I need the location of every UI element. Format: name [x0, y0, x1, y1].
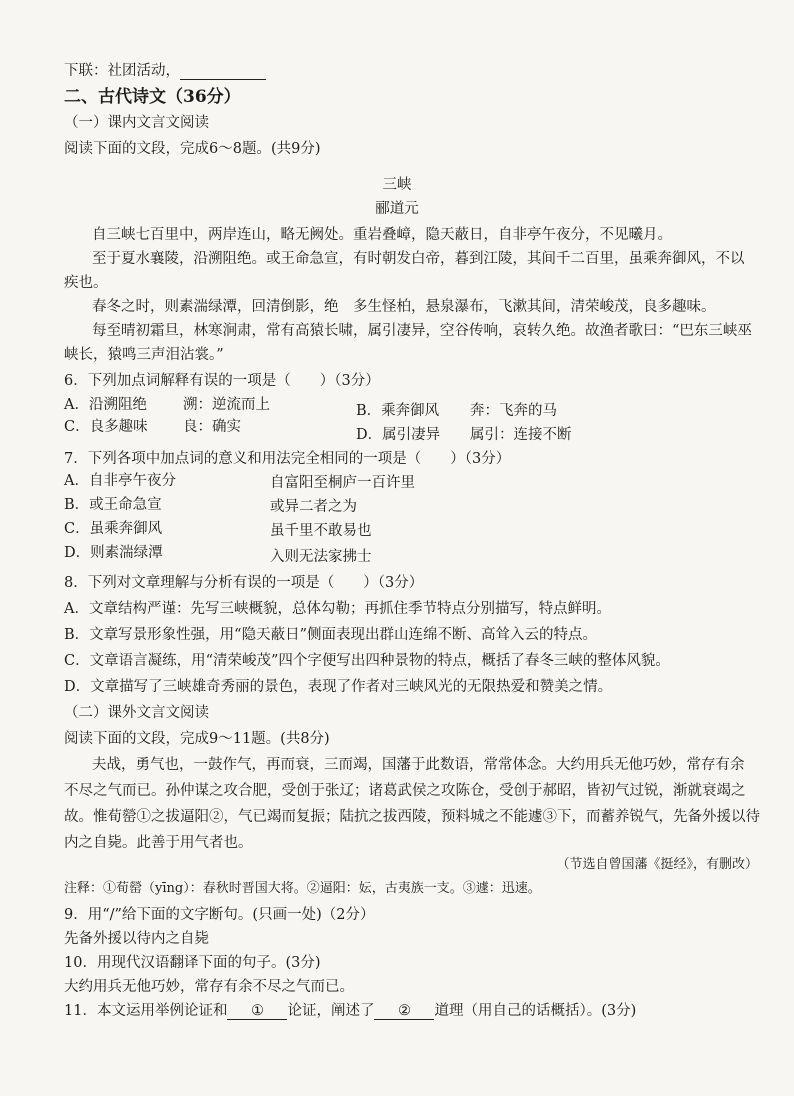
q11-suffix: 道理（用自己的话概括）。(3分): [434, 1003, 637, 1019]
question-7-stem: 7．下列各项中加点词的意义和用法完全相同的一项是（ ）（3分）: [64, 451, 511, 467]
q6-option-b[interactable]: B．乘奔御风: [356, 403, 440, 419]
passage-line: 每至晴初霜旦，林寒涧肃，常有高猿长啸，属引凄异，空谷传响，哀转久绝。故渔者歌曰：“巴东三峡巫: [92, 323, 752, 339]
q6-option-b-gloss: 奔：飞奔的马: [470, 403, 557, 419]
q11-blank-1[interactable]: ①: [227, 1003, 287, 1020]
couplet-answer-blank[interactable]: [180, 63, 266, 80]
passage2-line: 夫战，勇气也，一鼓作气，再而衰，三而竭，国藩于此数语，常常体念。大约用兵无他巧妙，常存有余: [92, 757, 745, 773]
q11-blank-2[interactable]: ②: [374, 1003, 434, 1020]
q8-option-d[interactable]: D．文章描写了三峡雄奇秀丽的景色，表现了作者对三峡风光的无限热爱和赞美之情。: [64, 679, 613, 695]
q11-prefix: 11．本文运用举例论证和: [64, 1003, 228, 1019]
couplet-label: 下联：社团活动，: [64, 63, 180, 79]
q7-option-b[interactable]: B．或王命急宣: [64, 497, 162, 513]
q6-option-d-gloss: 属引：连接不断: [470, 427, 572, 443]
question-8-stem: 8．下列对文章理解与分析有误的一项是（ ）（3分）: [64, 575, 424, 591]
question-10-text: 大约用兵无他巧妙，常存有余不尽之气而已。: [64, 979, 354, 995]
question-9-text[interactable]: 先备外援以待内之自毙: [64, 931, 209, 947]
part1-instruction: 阅读下面的文段，完成6～8题。(共9分): [64, 141, 321, 157]
q8-option-c[interactable]: C．文章语言凝练，用“清荣峻茂”四个字便写出四种景物的特点，概括了春冬三峡的整体风貌。: [64, 653, 670, 669]
passage2-line: 不尽之气而已。孙仲谋之攻合肥，受创于张辽；诸葛武侯之攻陈仓，受创于郝昭，皆初气过锐，渐就衰竭之: [64, 783, 746, 799]
q6-option-a-gloss: 溯：逆流而上: [183, 397, 270, 413]
part2-heading: （二）课外文言文阅读: [64, 705, 209, 721]
section-title: 二、古代诗文（36分）: [64, 87, 241, 107]
q6-option-d[interactable]: D．属引凄异: [356, 427, 441, 443]
q7-option-c[interactable]: C．虽乘奔御风: [64, 521, 163, 537]
passage2-line: 内之自毙。此善于用气者也。: [64, 835, 253, 851]
passage-author: 郦道元: [375, 201, 419, 217]
q7-option-d[interactable]: D．则素湍绿潭: [64, 545, 163, 561]
q6-option-a[interactable]: [64, 396, 147, 414]
passage-line: 春冬之时，则素湍绿潭，回清倒影，绝 多生怪柏，悬泉瀑布，飞漱其间，清荣峻茂，良多趣味。: [92, 299, 716, 315]
q6-option-c[interactable]: C．良多趣味: [64, 419, 148, 435]
passage-title: 三峡: [382, 177, 412, 193]
passage-line: 至于夏水襄陵，沿溯阻绝。或王命急宣，有时朝发白帝，暮到江陵，其间千二百里，虽乘奔御风，不以: [92, 251, 745, 267]
q8-option-b[interactable]: B．文章写景形象性强，用“隐天蔽日”侧面表现出群山连绵不断、高耸入云的特点。: [64, 627, 597, 643]
q7-option-a[interactable]: A．自非亭午夜分: [64, 473, 176, 489]
q7-option-a-compare: 自富阳至桐庐一百许里: [270, 475, 415, 491]
passage2-notes: 注释：①荀罃（yīng）：春秋时晋国大将。②逼阳：妘，古夷族一支。③遽：迅速。: [64, 881, 541, 896]
passage-line: 疾也。: [64, 275, 108, 291]
passage-line: 自三峡七百里中，两岸连山，略无阙处。重岩叠嶂，隐天蔽日，自非亭午夜分，不见曦月。: [92, 227, 672, 243]
part2-instruction: 阅读下面的文段，完成9～11题。(共8分): [64, 731, 330, 747]
q7-option-b-compare: 或异二者之为: [270, 499, 357, 515]
couplet-line: [64, 62, 266, 80]
q7-option-d-compare: 入则无法家拂士: [270, 549, 372, 565]
q8-option-a[interactable]: A．文章结构严谨：先写三峡概貌，总体勾勒；再抓住季节特点分别描写，特点鲜明。: [64, 601, 611, 617]
q6-option-c-gloss: 良：确实: [183, 419, 241, 435]
question-9-stem: 9．用“/”给下面的文字断句。(只画一处)（2分）: [64, 907, 375, 923]
question-10-stem: 10．用现代汉语翻译下面的句子。(3分): [64, 955, 321, 971]
question-11: [64, 1002, 636, 1020]
passage2-line: 故。惟荀罃①之拔逼阳②，气已竭而复振；陆抗之拔西陵，预料城之不能遽③下，而蓄养锐气，先备外援以待: [64, 809, 760, 825]
q11-middle: 论证，阐述了: [287, 1003, 375, 1019]
passage2-source: （节选自曾国藩《挺经》，有删改）: [556, 857, 758, 872]
part1-heading: （一）课内文言文阅读: [64, 115, 209, 131]
option-key: A．沿溯阻绝: [64, 397, 147, 413]
q7-option-c-compare: 虽千里不敢易也: [270, 523, 372, 539]
question-6-stem: 6．下列加点词解释有误的一项是（ ）（3分）: [64, 373, 380, 389]
passage-line: 峡长，猿鸣三声泪沾裳。”: [64, 347, 224, 363]
